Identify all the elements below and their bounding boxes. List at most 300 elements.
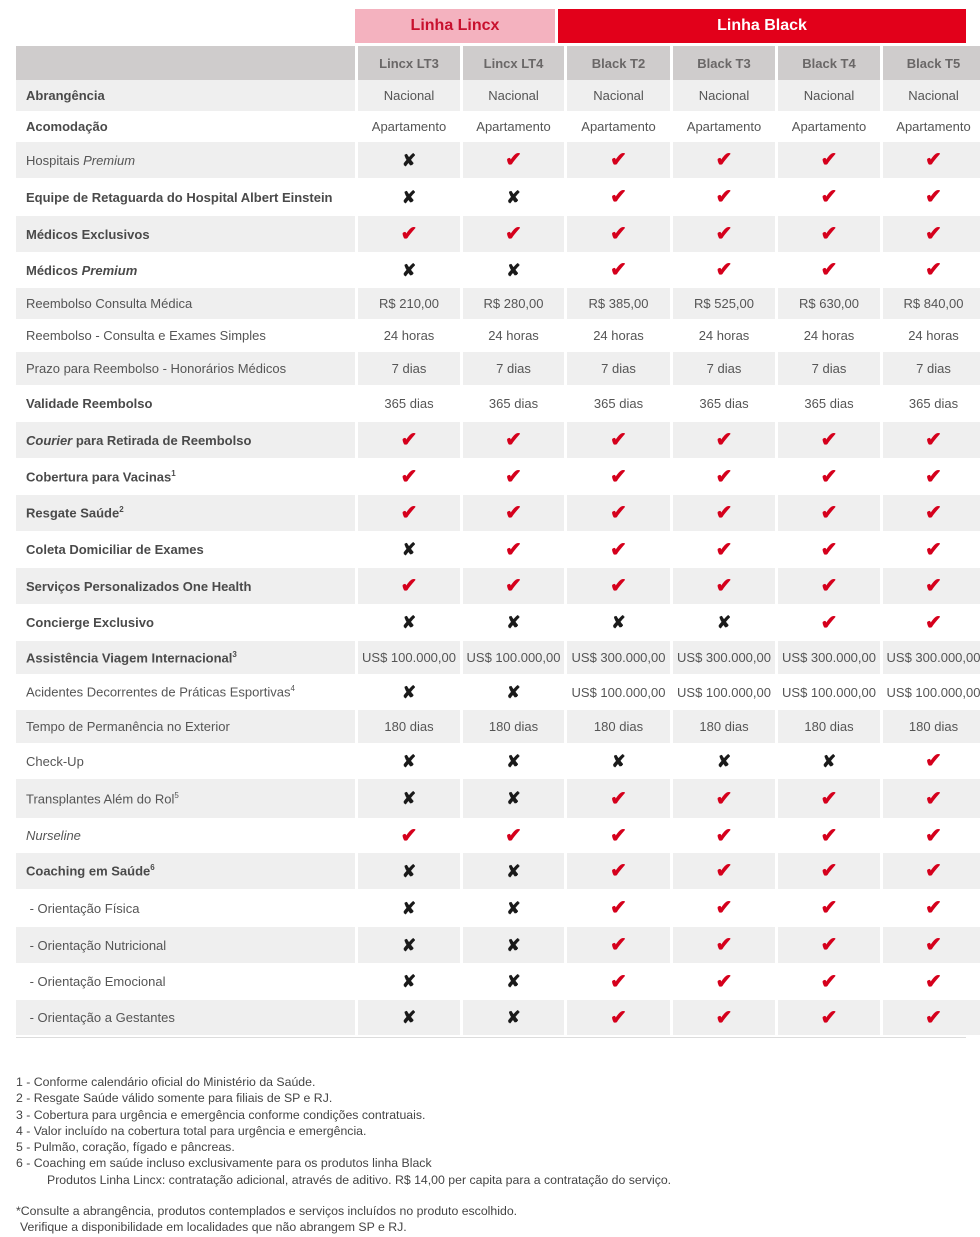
table-row-orientacao-a-gestantes — [16, 1000, 980, 1035]
check-icon: ✔ — [715, 970, 733, 993]
feature-label — [16, 495, 355, 531]
cross-icon: ✘ — [506, 972, 521, 991]
cell-black-t3: US$ 100.000,00 — [677, 684, 771, 700]
cell-black-t2: US$ 100.000,00 — [571, 684, 666, 700]
check-icon: ✔ — [715, 259, 733, 281]
cell-black-t5 — [883, 963, 980, 1000]
cell-black-t5 — [883, 252, 980, 288]
cell-black-t5 — [883, 568, 980, 604]
feature-label — [16, 458, 355, 495]
check-icon: ✔ — [715, 934, 733, 956]
feature-label — [16, 1000, 355, 1035]
feature-label-text: Resgate Saúde — [26, 505, 120, 521]
feature-label — [16, 710, 355, 743]
cell-lincx-lt3: 7 dias — [358, 352, 460, 385]
cell-lincx-lt4 — [463, 458, 564, 495]
table-row-medicos-premium — [16, 252, 980, 288]
cross-icon: ✘ — [401, 898, 417, 918]
cell-lincx-lt3 — [358, 743, 460, 779]
check-icon: ✔ — [400, 502, 418, 524]
check-icon: ✔ — [400, 429, 418, 451]
feature-label — [16, 178, 355, 216]
cell-black-t4 — [778, 818, 880, 853]
check-icon: ✔ — [820, 575, 838, 597]
check-icon: ✔ — [400, 465, 418, 488]
cell-black-t4 — [778, 178, 880, 216]
cell-lincx-lt3 — [358, 142, 460, 178]
table-row-transplantes-alem-do-rol — [16, 779, 980, 818]
table-row-concierge-exclusivo — [16, 604, 980, 641]
feature-label — [16, 288, 355, 319]
cell-lincx-lt4 — [463, 178, 564, 216]
feature-label-text: Reembolso - Consulta e Exames Simples — [26, 328, 266, 343]
cell-black-t5 — [883, 604, 980, 641]
feature-label-text: Reembolso Consulta Médica — [26, 296, 193, 311]
check-icon: ✔ — [820, 429, 838, 451]
cell-lincx-lt3 — [358, 495, 460, 531]
cell-black-t5 — [883, 889, 980, 927]
feature-label-italic: Nurseline — [26, 828, 81, 843]
cell-black-t4 — [778, 779, 880, 818]
check-icon: ✔ — [610, 223, 627, 245]
cross-icon: ✘ — [506, 789, 521, 808]
check-icon: ✔ — [505, 575, 522, 597]
check-icon: ✔ — [820, 970, 838, 993]
check-icon: ✔ — [610, 824, 627, 847]
cell-lincx-lt3 — [358, 568, 460, 604]
feature-label-text: Acidentes Decorrentes de Práticas Esportivas — [26, 684, 291, 700]
cell-black-t5 — [883, 779, 980, 818]
group-header-black: Linha Black — [558, 9, 966, 43]
cross-icon: ✘ — [401, 751, 417, 771]
cell-black-t4: 7 dias — [778, 352, 880, 385]
feature-label — [16, 743, 355, 779]
check-icon: ✔ — [925, 750, 942, 772]
cell-black-t5 — [883, 495, 980, 531]
cell-lincx-lt3: US$ 100.000,00 — [358, 641, 460, 674]
check-icon: ✔ — [610, 970, 627, 993]
check-icon: ✔ — [400, 223, 418, 245]
feature-label-text: Equipe de Retaguarda do Hospital Albert Einstein — [26, 189, 333, 205]
cell-black-t3 — [673, 568, 775, 604]
feature-label-text: Prazo para Reembolso - Honorários Médicos — [26, 361, 287, 376]
cell-black-t2: 24 horas — [593, 328, 644, 343]
cell-black-t2 — [567, 743, 670, 779]
cell-lincx-lt4 — [463, 216, 564, 252]
cell-black-t2 — [567, 216, 670, 252]
cell-black-t4: Apartamento — [791, 119, 867, 134]
feature-label-text: Abrangência — [26, 88, 105, 103]
cell-lincx-lt3 — [358, 604, 460, 641]
check-icon: ✔ — [925, 186, 942, 208]
cell-black-t3: 24 horas — [698, 328, 750, 343]
check-icon: ✔ — [925, 149, 942, 171]
cell-lincx-lt4: 7 dias — [463, 352, 564, 385]
cell-lincx-lt3 — [358, 422, 460, 458]
cell-black-t3 — [673, 495, 775, 531]
cell-black-t4 — [778, 216, 880, 252]
check-icon: ✔ — [820, 824, 838, 847]
cross-icon: ✘ — [716, 751, 732, 771]
check-icon: ✔ — [925, 787, 942, 810]
feature-label-text: para Retirada de Reembolso — [72, 432, 252, 448]
cell-lincx-lt4: Nacional — [463, 80, 564, 111]
plan-header-black-t3: Black T3 — [673, 46, 775, 80]
feature-label — [16, 853, 355, 889]
cross-icon: ✘ — [401, 789, 417, 808]
footnote-2: 2 - Resgate Saúde válido somente para filiais de SP e RJ. — [16, 1091, 333, 1106]
cell-black-t5: US$ 100.000,00 — [886, 684, 980, 700]
footnote-4: 4 - Valor incluído na cobertura total para urgência e emergência. — [16, 1123, 367, 1138]
cell-lincx-lt4 — [463, 853, 564, 889]
table-row-cobertura-para-vacinas — [16, 458, 980, 495]
cell-lincx-lt4: 365 dias — [488, 396, 539, 411]
footnote-ref: 6 — [150, 863, 155, 873]
table-row-equipe-de-retaguarda-do-hospital-albert-einstein — [16, 178, 980, 216]
cell-black-t2 — [567, 889, 670, 927]
footnote-ref: 4 — [290, 684, 295, 694]
feature-label-text: Concierge Exclusivo — [26, 615, 154, 630]
check-icon: ✔ — [925, 1006, 942, 1029]
feature-label — [16, 531, 355, 568]
cell-lincx-lt4: US$ 100.000,00 — [463, 641, 564, 674]
check-icon: ✔ — [610, 259, 627, 281]
table-row-assistencia-viagem-internacional — [16, 641, 980, 674]
cell-black-t2 — [567, 495, 670, 531]
check-icon: ✔ — [820, 223, 838, 245]
feature-label — [16, 641, 355, 674]
feature-label — [16, 779, 355, 818]
feature-label-text: Assistência Viagem Internacional — [26, 650, 233, 666]
cell-black-t2 — [567, 178, 670, 216]
cross-icon: ✘ — [611, 613, 626, 632]
cell-black-t3 — [673, 142, 775, 178]
cell-black-t3 — [673, 963, 775, 1000]
cell-black-t3: 365 dias — [699, 396, 749, 411]
cell-black-t5: Nacional — [883, 80, 980, 111]
feature-label-text: Acomodação — [26, 119, 108, 134]
cross-icon: ✘ — [506, 613, 521, 632]
cell-black-t5 — [883, 178, 980, 216]
cell-black-t2 — [567, 458, 670, 495]
footnote-6-extra: Produtos Linha Lincx: contratação adicional, através de aditivo. R$ 14,00 per capita para a contratação do serviço. — [47, 1172, 672, 1187]
table-row-prazo-para-reembolso-honorarios-medicos — [16, 352, 980, 385]
table-row-coaching-em-saude — [16, 853, 980, 889]
footnotes — [16, 1074, 966, 1236]
cell-black-t3: US$ 300.000,00 — [673, 641, 775, 674]
table-row-courier-para-retirada-de-reembolso — [16, 422, 980, 458]
cell-black-t4: R$ 630,00 — [778, 288, 880, 319]
cell-lincx-lt3 — [358, 889, 460, 927]
feature-label-text: Validade Reembolso — [26, 396, 153, 411]
cell-black-t3 — [673, 927, 775, 963]
check-icon: ✔ — [715, 1006, 733, 1029]
cell-black-t2 — [567, 252, 670, 288]
feature-label — [16, 111, 355, 142]
cross-icon: ✘ — [401, 682, 417, 702]
cell-lincx-lt3 — [358, 1000, 460, 1035]
cell-lincx-lt3 — [358, 216, 460, 252]
table-row-acidentes-decorrentes-de-praticas-esportivas — [16, 674, 980, 710]
cell-black-t2 — [567, 779, 670, 818]
cross-icon: ✘ — [506, 260, 521, 280]
check-icon: ✔ — [925, 824, 942, 847]
check-icon: ✔ — [925, 223, 942, 245]
check-icon: ✔ — [505, 538, 522, 561]
feature-label-text: Cobertura para Vacinas — [26, 469, 172, 485]
cell-black-t5 — [883, 818, 980, 853]
feature-label-text: Check-Up — [26, 753, 84, 769]
cell-black-t2: US$ 300.000,00 — [567, 641, 670, 674]
check-icon: ✔ — [820, 1006, 838, 1029]
cell-lincx-lt3 — [358, 531, 460, 568]
cross-icon: ✘ — [506, 898, 521, 918]
cross-icon: ✘ — [506, 187, 521, 207]
feature-label — [16, 319, 355, 352]
cell-lincx-lt4 — [463, 142, 564, 178]
feature-label-text: Coleta Domiciliar de Exames — [26, 542, 204, 557]
cell-lincx-lt3: 365 dias — [384, 396, 434, 411]
table-row-resgate-saude — [16, 495, 980, 531]
cell-black-t3: R$ 525,00 — [673, 288, 775, 319]
cell-black-t3 — [673, 422, 775, 458]
cross-icon: ✘ — [506, 935, 521, 955]
cell-black-t3: Apartamento — [686, 119, 762, 134]
group-header-lincx: Linha Lincx — [355, 9, 555, 43]
footnote-3: 3 - Cobertura para urgência e emergência conforme condições contratuais. — [16, 1107, 426, 1122]
check-icon: ✔ — [505, 465, 522, 488]
footnote-ref: 2 — [119, 505, 124, 515]
feature-label-text: Coaching em Saúde — [26, 863, 151, 879]
cell-black-t5 — [883, 927, 980, 963]
cell-lincx-lt4 — [463, 422, 564, 458]
table-row-check-up — [16, 743, 980, 779]
cross-icon: ✘ — [401, 187, 417, 207]
cell-lincx-lt3: 180 dias — [358, 710, 460, 743]
feature-label-text: Transplantes Além do Rol — [26, 791, 175, 807]
table-row-reembolso-consulta-e-exames-simples — [16, 319, 980, 352]
cell-black-t4 — [778, 422, 880, 458]
cell-lincx-lt3: R$ 210,00 — [358, 288, 460, 319]
check-icon: ✔ — [610, 502, 627, 524]
cell-black-t5 — [883, 422, 980, 458]
cell-black-t4 — [778, 927, 880, 963]
feature-label — [16, 142, 355, 178]
cell-black-t2 — [567, 853, 670, 889]
cell-lincx-lt3 — [358, 252, 460, 288]
cell-black-t4: 365 dias — [804, 396, 854, 411]
cell-black-t2 — [567, 142, 670, 178]
check-icon: ✔ — [925, 860, 942, 882]
table-row-orientacao-fisica — [16, 889, 980, 927]
feature-label — [16, 889, 355, 927]
cell-black-t3: Nacional — [673, 80, 775, 111]
feature-label-italic: Premium — [81, 262, 138, 278]
cell-black-t2 — [567, 1000, 670, 1035]
cell-black-t2: 365 dias — [593, 396, 644, 411]
check-icon: ✔ — [820, 186, 838, 208]
cell-black-t5 — [883, 216, 980, 252]
table-row-tempo-de-permanencia-no-exterior — [16, 710, 980, 743]
cell-black-t2: Nacional — [567, 80, 670, 111]
feature-label-text: Hospitais — [26, 152, 84, 168]
check-icon: ✔ — [925, 429, 942, 451]
feature-label-text: - Orientação Nutricional — [26, 937, 167, 953]
check-icon: ✔ — [610, 860, 627, 882]
plan-header-lincx-lt3: Lincx LT3 — [358, 46, 460, 80]
cell-black-t4 — [778, 889, 880, 927]
cell-black-t4 — [778, 853, 880, 889]
footnote-ref: 5 — [174, 790, 179, 800]
cell-black-t2 — [567, 963, 670, 1000]
check-icon: ✔ — [820, 934, 838, 956]
check-icon: ✔ — [820, 259, 838, 281]
check-icon: ✔ — [925, 897, 942, 919]
check-icon: ✔ — [610, 897, 627, 919]
cell-black-t4: US$ 300.000,00 — [778, 641, 880, 674]
cell-black-t2: 180 dias — [567, 710, 670, 743]
cell-black-t3 — [673, 853, 775, 889]
plans-table-body — [16, 80, 980, 1035]
cell-black-t5 — [883, 458, 980, 495]
check-icon: ✔ — [925, 970, 942, 993]
cell-black-t5: 365 dias — [908, 396, 959, 411]
cell-lincx-lt3: 24 horas — [383, 328, 435, 343]
check-icon: ✔ — [505, 149, 522, 171]
table-row-nurseline — [16, 818, 980, 853]
cell-black-t4 — [778, 743, 880, 779]
cell-black-t4 — [778, 531, 880, 568]
cell-black-t5 — [883, 743, 980, 779]
feature-label-text: Médicos Exclusivos — [26, 226, 150, 242]
cross-icon: ✘ — [611, 751, 626, 771]
cross-icon: ✘ — [506, 682, 521, 702]
cell-lincx-lt4 — [463, 252, 564, 288]
cell-lincx-lt3: Nacional — [358, 80, 460, 111]
feature-label — [16, 604, 355, 641]
feature-column-header — [16, 46, 355, 80]
table-row-validade-reembolso — [16, 385, 980, 422]
table-row-acomodacao — [16, 111, 980, 142]
feature-label-text: - Orientação Física — [26, 900, 140, 916]
check-icon: ✔ — [925, 575, 942, 597]
cell-lincx-lt3 — [358, 674, 460, 710]
feature-label-italic: Courier — [26, 432, 73, 448]
cell-black-t5: 180 dias — [883, 710, 980, 743]
feature-label-text: Médicos — [26, 262, 82, 278]
cell-black-t3 — [673, 818, 775, 853]
cell-black-t2: 7 dias — [567, 352, 670, 385]
cell-lincx-lt3: Apartamento — [371, 119, 447, 134]
plan-header-black-t5: Black T5 — [883, 46, 980, 80]
cross-icon: ✘ — [401, 861, 417, 881]
check-icon: ✔ — [715, 824, 733, 847]
check-icon: ✔ — [715, 860, 733, 882]
feature-label — [16, 352, 355, 385]
check-icon: ✔ — [925, 465, 942, 488]
cell-black-t4 — [778, 568, 880, 604]
cross-icon: ✘ — [401, 972, 417, 991]
cell-black-t2 — [567, 568, 670, 604]
cell-black-t4 — [778, 252, 880, 288]
cell-black-t3 — [673, 458, 775, 495]
feature-label — [16, 252, 355, 288]
plans-header-row — [16, 46, 980, 80]
cell-black-t3: 180 dias — [673, 710, 775, 743]
cell-black-t3 — [673, 178, 775, 216]
check-icon: ✔ — [820, 149, 838, 171]
footnote-5: 5 - Pulmão, coração, fígado e pâncreas. — [16, 1140, 235, 1155]
cross-icon: ✘ — [401, 540, 417, 559]
cell-lincx-lt3 — [358, 963, 460, 1000]
cell-black-t4: Nacional — [778, 80, 880, 111]
table-row-orientacao-emocional — [16, 963, 980, 1000]
cross-icon: ✘ — [401, 260, 417, 280]
plan-header-black-t4: Black T4 — [778, 46, 880, 80]
check-icon: ✔ — [925, 259, 942, 281]
cross-icon: ✘ — [401, 935, 417, 955]
cell-lincx-lt4: 180 dias — [463, 710, 564, 743]
cell-black-t3 — [673, 779, 775, 818]
cell-lincx-lt4 — [463, 889, 564, 927]
feature-label — [16, 674, 355, 710]
check-icon: ✔ — [610, 186, 627, 208]
feature-label — [16, 80, 355, 111]
feature-label-text: Serviços Personalizados One Health — [26, 578, 252, 594]
cell-black-t3: 7 dias — [673, 352, 775, 385]
check-icon: ✔ — [820, 538, 838, 561]
cell-lincx-lt4 — [463, 531, 564, 568]
cell-black-t5: 7 dias — [883, 352, 980, 385]
feature-label — [16, 818, 355, 853]
plan-header-lincx-lt4: Lincx LT4 — [463, 46, 564, 80]
cell-black-t3 — [673, 216, 775, 252]
table-row-medicos-exclusivos — [16, 216, 980, 252]
check-icon: ✔ — [820, 860, 838, 882]
cell-black-t2: Apartamento — [581, 119, 656, 134]
feature-label-text: - Orientação a Gestantes — [26, 1010, 175, 1025]
check-icon: ✔ — [925, 502, 942, 524]
cross-icon: ✘ — [716, 613, 732, 632]
cell-black-t2 — [567, 604, 670, 641]
cell-lincx-lt4 — [463, 1000, 564, 1035]
cell-black-t5: R$ 840,00 — [883, 288, 980, 319]
plans-comparison-table — [13, 46, 980, 1035]
check-icon: ✔ — [505, 429, 522, 451]
check-icon: ✔ — [820, 611, 838, 634]
cell-black-t5: 24 horas — [908, 328, 959, 343]
table-row-coleta-domiciliar-de-exames — [16, 531, 980, 568]
cross-icon: ✘ — [506, 861, 521, 881]
cell-black-t3 — [673, 743, 775, 779]
check-icon: ✔ — [925, 934, 942, 956]
cross-icon: ✘ — [821, 751, 837, 771]
feature-label — [16, 927, 355, 963]
check-icon: ✔ — [505, 824, 522, 847]
cell-black-t4 — [778, 458, 880, 495]
check-icon: ✔ — [610, 465, 627, 488]
table-row-hospitais-premium — [16, 142, 980, 178]
cell-black-t4 — [778, 142, 880, 178]
cell-black-t3 — [673, 252, 775, 288]
cell-black-t5: US$ 300.000,00 — [883, 641, 980, 674]
check-icon: ✔ — [820, 787, 838, 810]
cell-black-t2: R$ 385,00 — [567, 288, 670, 319]
cell-black-t3 — [673, 1000, 775, 1035]
check-icon: ✔ — [505, 223, 522, 245]
check-icon: ✔ — [505, 502, 522, 524]
cell-black-t5 — [883, 531, 980, 568]
